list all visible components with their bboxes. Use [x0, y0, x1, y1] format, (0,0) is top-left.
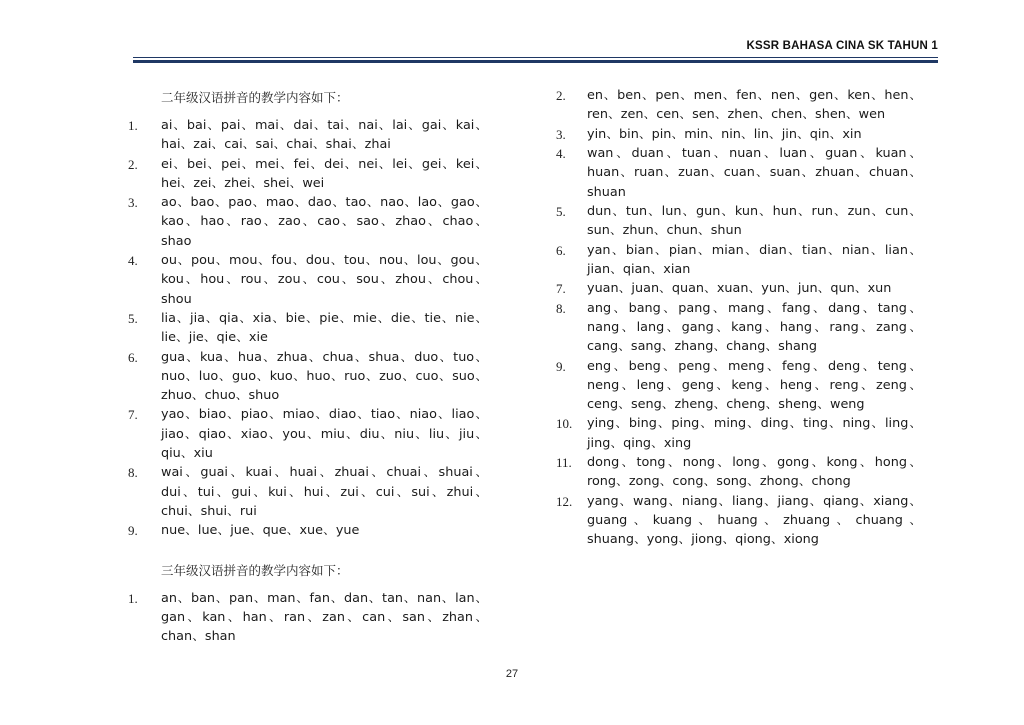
list-item: [556, 86, 922, 125]
item-number: 6.: [128, 349, 138, 365]
item-text: yan、bian、pian、mian、dian、tian、nian、lian、jian、qian、xian: [587, 242, 922, 277]
right-column: [556, 86, 922, 550]
list-item: [128, 589, 488, 647]
list-item: [556, 279, 922, 299]
list-item: [128, 309, 488, 348]
item-text: yao、biao、piao、miao、diao、tiao、niao、liao、jiao、qiao、xiao、you、miu、diu、niu、liu、jiu、qiu、xiu: [161, 407, 488, 462]
item-number: 7.: [128, 407, 138, 423]
item-number: 8.: [556, 300, 566, 316]
item-number: 9.: [128, 523, 138, 539]
item-number: 8.: [128, 465, 138, 481]
item-text: wai、guai、kuai、huai、zhuai、chuai、shuai、dui、tui、gui、kui、hui、zui、cui、sui、zhui、chui、shui、rui: [161, 465, 488, 519]
item-number: 5.: [128, 310, 138, 326]
item-number: 6.: [556, 242, 566, 258]
list-item: [128, 116, 488, 155]
item-number: 7.: [556, 281, 566, 297]
document-header-title: KSSR BAHASA CINA SK TAHUN 1: [746, 40, 938, 52]
item-text: nue、lue、jue、que、xue、yue: [161, 523, 360, 539]
item-text: dun、tun、lun、gun、kun、hun、run、zun、cun、sun、zhun、chun、shun: [587, 203, 922, 239]
item-number: 4.: [128, 253, 138, 269]
header-rule-thick: [133, 60, 938, 63]
list-item: [128, 521, 488, 541]
list-item: [556, 299, 922, 357]
list-item: [128, 251, 488, 309]
item-number: 12.: [556, 493, 573, 509]
header-rule-thin: [133, 57, 938, 58]
list-item: [556, 453, 922, 492]
item-number: 2.: [556, 88, 566, 103]
list-item: [128, 405, 488, 463]
item-text: ai、bai、pai、mai、dai、tai、nai、lai、gai、kai、hai、zai、cai、sai、chai、shai、zhai: [161, 118, 488, 153]
item-number: 1.: [128, 118, 138, 133]
item-text: yang、wang、niang、liang、jiang、qiang、xiang、guang、kuang、huang、zhuang、chuang、shuang、yong、jiong、qiong、xiong: [587, 493, 922, 548]
list-item: [128, 463, 488, 521]
item-text: gua、kua、hua、zhua、chua、shua、duo、tuo、nuo、luo、guo、kuo、huo、ruo、zuo、cuo、suo、zhuo、chuo、shuo: [161, 349, 488, 404]
grade-two-heading: 二年级汉语拼音的教学内容如下：: [161, 90, 349, 105]
item-number: 3.: [556, 126, 566, 142]
item-number: 3.: [128, 195, 138, 211]
item-text: wan、duan、tuan、nuan、luan、guan、kuan、huan、ruan、zuan、cuan、suan、zhuan、chuan、shuan: [587, 146, 922, 200]
list-item: [556, 144, 922, 202]
page-number: 27: [505, 668, 519, 680]
list-item: [556, 357, 922, 415]
item-number: 10.: [556, 416, 573, 432]
item-text: yuan、juan、quan、xuan、yun、jun、qun、xun: [587, 281, 892, 297]
item-number: 9.: [556, 358, 566, 374]
item-text: ang、bang、pang、mang、fang、dang、tang、nang、lang、gang、kang、hang、rang、zang、cang、sang、zhang、chang、shang: [587, 300, 922, 355]
grade-three-heading: 三年级汉语拼音的教学内容如下：: [161, 562, 349, 578]
list-item: [556, 414, 922, 453]
list-item: [128, 348, 488, 406]
list-item: [556, 125, 922, 145]
list-item: [128, 155, 488, 194]
item-text: yin、bin、pin、min、nin、lin、jin、qin、xin: [587, 126, 862, 142]
item-text: en、ben、pen、men、fen、nen、gen、ken、hen、ren、zen、cen、sen、zhen、chen、shen、wen: [587, 88, 922, 123]
item-number: 1.: [128, 590, 138, 606]
item-text: an、ban、pan、man、fan、dan、tan、nan、lan、gan、kan、han、ran、zan、can、san、zhan、chan、shan: [161, 590, 488, 645]
item-text: dong、tong、nong、long、gong、kong、hong、rong、zong、cong、song、zhong、chong: [587, 455, 922, 490]
item-text: ao、bao、pao、mao、dao、tao、nao、lao、gao、kao、hao、rao、zao、cao、sao、zhao、chao、shao: [161, 195, 488, 249]
item-number: 11.: [556, 455, 572, 471]
item-number: 5.: [556, 203, 566, 219]
list-item: [128, 193, 488, 251]
item-number: 2.: [128, 156, 138, 172]
item-number: 4.: [556, 146, 566, 162]
item-text: eng、beng、peng、meng、feng、deng、teng、neng、leng、geng、keng、heng、reng、zeng、ceng、seng、zheng、cheng、sheng、weng: [587, 358, 922, 413]
item-text: ou、pou、mou、fou、dou、tou、nou、lou、gou、kou、hou、rou、zou、cou、sou、zhou、chou、shou: [161, 253, 488, 307]
item-text: ying、bing、ping、ming、ding、ting、ning、ling、jing、qing、xing: [587, 416, 922, 451]
item-text: lia、jia、qia、xia、bie、pie、mie、die、tie、nie、lie、jie、qie、xie: [161, 310, 488, 346]
item-text: ei、bei、pei、mei、fei、dei、nei、lei、gei、kei、hei、zei、zhei、shei、wei: [161, 156, 488, 191]
list-item: [556, 202, 922, 241]
left-column: [128, 86, 488, 647]
list-item: [556, 241, 922, 280]
list-item: [556, 492, 922, 550]
